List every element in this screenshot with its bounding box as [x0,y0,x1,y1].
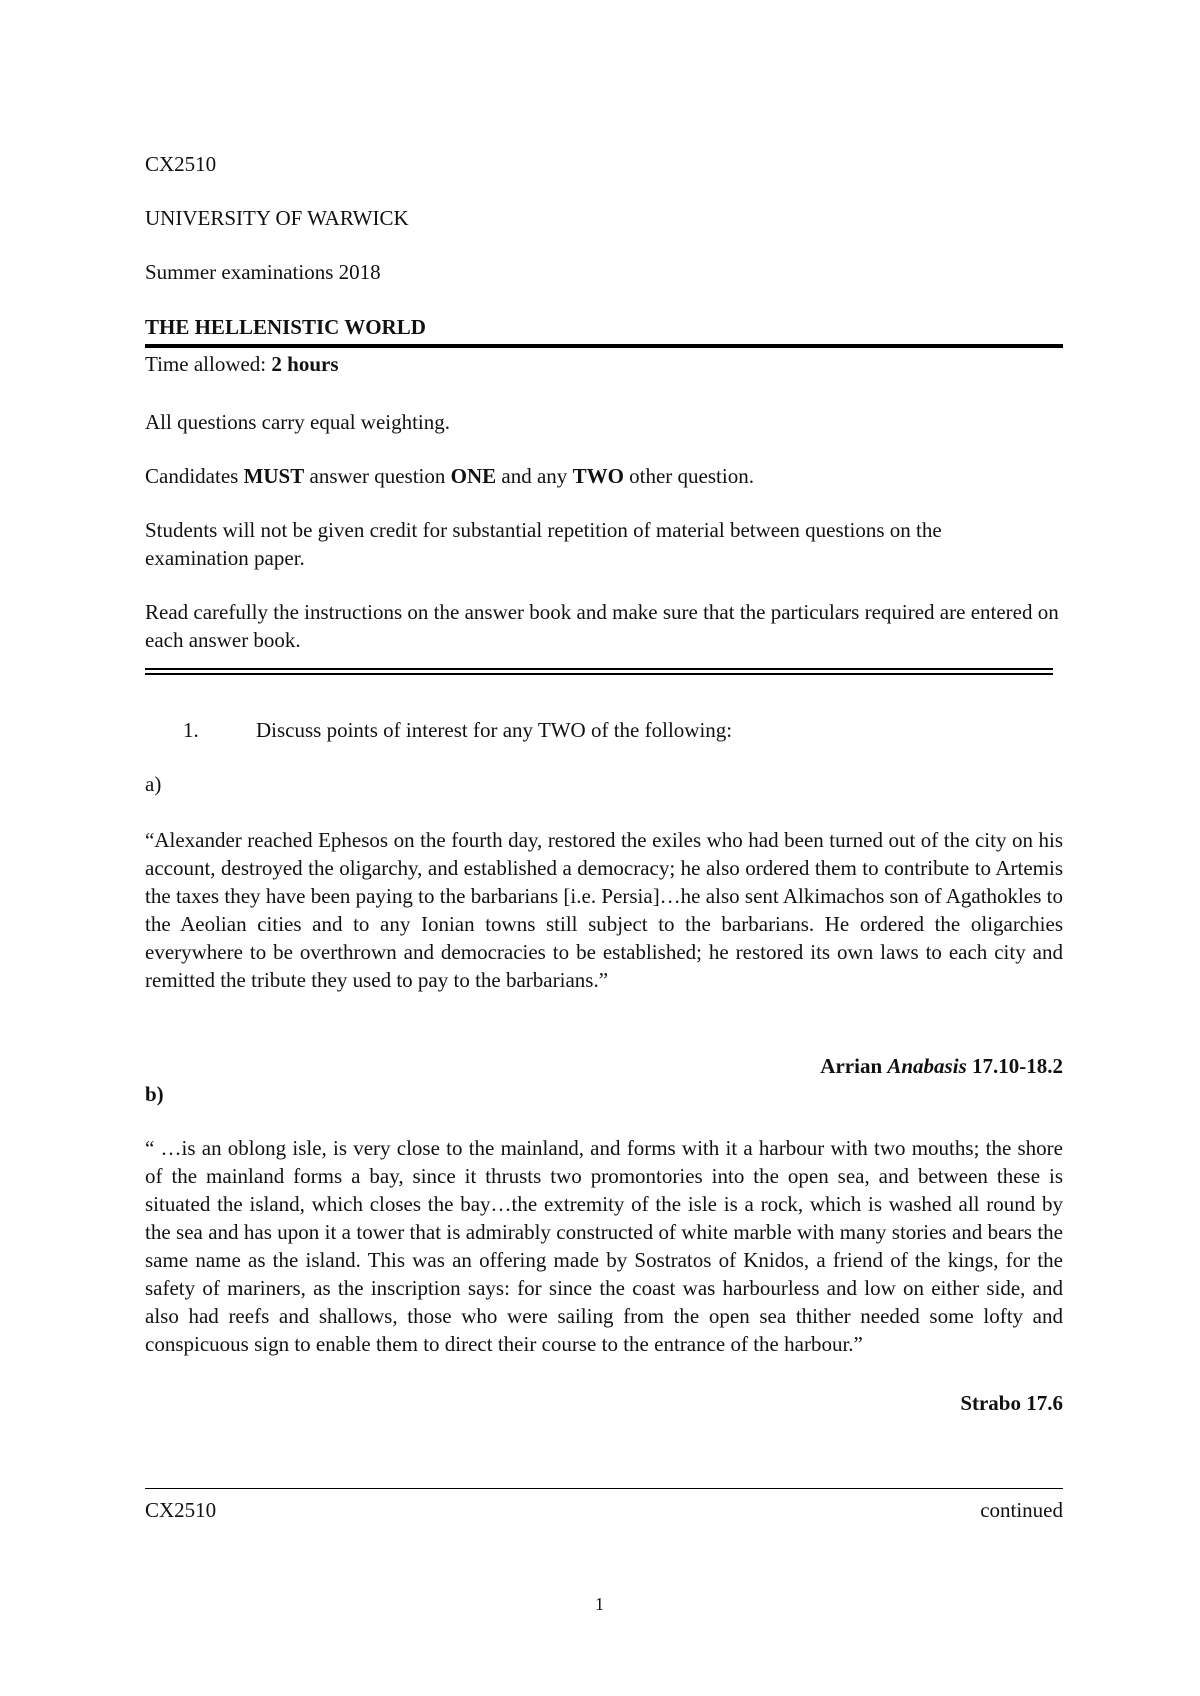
page-number: 1 [595,1594,604,1614]
answer-text-4: other question. [623,464,754,488]
source-ref: 17.10-18.2 [966,1054,1063,1078]
option-a-source [820,1052,1063,1080]
title-rule [145,344,1063,348]
option-b-quote: “ …is an oblong isle, is very close to the mainland, and forms with it a harbour with two mouths; the shore of the mainland forms a bay, since it thrusts two promontories into the open sea, and between these is situated the island, which closes the bay…the extremity of the isle is a rock, which is washed all round by the sea and has upon it a tower that is admirably constructed of white marble with many stories and bears the same name as the island. This was an offering made by Sostratos of Knidos, a friend of the kings, for the safety of mariners, as the inscription says: for since the coast was harbourless and low on either side, and also had reefs and shallows, those who were sailing from the open sea thither needed some lofty and conspicuous sign to enable them to direct their course to the entrance of the harbour.” [145,1136,1063,1356]
answer-text-2: answer question [304,464,451,488]
footer-course-code: CX2510 [145,1498,217,1522]
answer-text-3: and any [496,464,573,488]
time-allowed-label: Time allowed: [145,352,272,376]
time-allowed-value: 2 hours [271,352,339,376]
answer-one: ONE [450,464,497,488]
answer-must: MUST [243,464,305,488]
time-allowed [145,350,339,378]
footer-continued: continued [980,1498,1063,1522]
answer-book-note: Read carefully the instructions on the answer book and make sure that the particulars required are entered on each answer book. [145,600,1059,652]
question-number: 1. [183,718,199,742]
answer-two: TWO [572,464,624,488]
weighting-note: All questions carry equal weighting. [145,410,451,434]
option-a-label: a) [145,772,162,796]
answer-text-1: Candidates [145,464,244,488]
university-name: UNIVERSITY OF WARWICK [145,206,409,230]
source-author: Arrian [820,1054,888,1078]
repetition-note: Students will not be given credit for substantial repetition of material between questions on the examination paper. [145,518,942,570]
option-b-label: b) [145,1082,164,1106]
option-a-quote: “Alexander reached Ephesos on the fourth day, restored the exiles who had been turned out of the city on his account, destroyed the oligarchy, and established a democracy; he also ordered them to contribute to Artemis the taxes they have been paying to the barbarians [i.e. Persia]…he also sent Alkimachos son of Agathokles to the Aeolian cities and to any Ionian towns still subject to the barbarians. He ordered the oligarchies everywhere to be overthrown and democracies to be established; he restored its own laws to each city and remitted the tribute they used to pay to the barbarians.” [145,828,1063,992]
source-work: Anabasis [887,1054,967,1078]
section-divider [145,668,1053,675]
option-b-source: Strabo 17.6 [960,1391,1063,1415]
exam-session: Summer examinations 2018 [145,260,381,284]
footer-rule [145,1488,1063,1489]
page-title: THE HELLENISTIC WORLD [145,315,426,339]
course-code: CX2510 [145,152,217,176]
question-prompt: Discuss points of interest for any TWO of the following: [256,718,733,742]
answer-instruction [145,462,754,490]
